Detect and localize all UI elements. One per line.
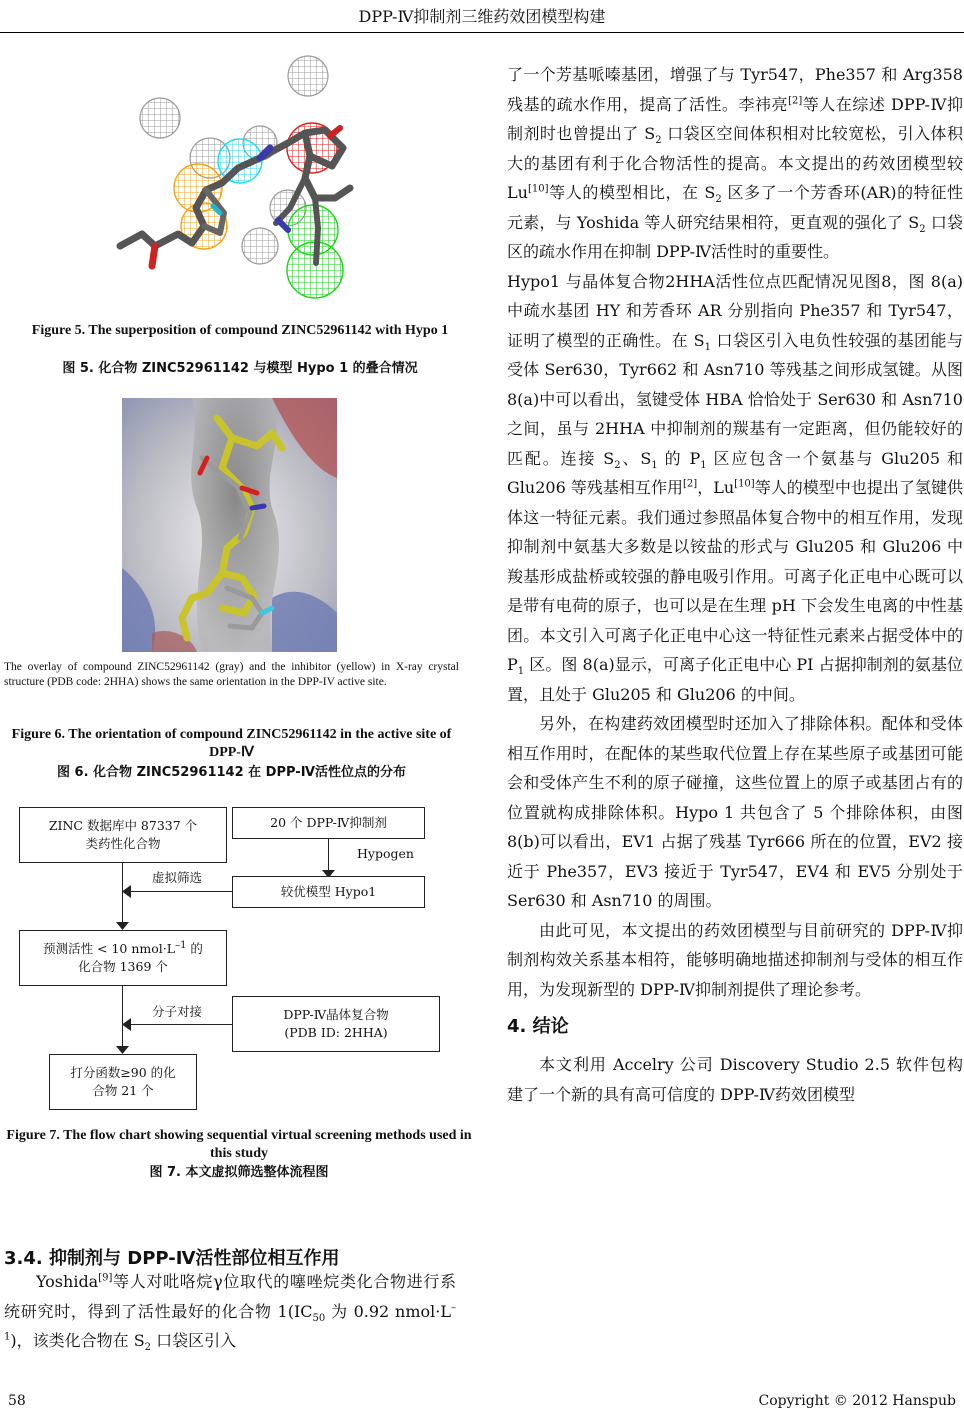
box-crystal-complex (232, 996, 440, 1052)
right-paragraph-1 (507, 60, 963, 267)
rc-p1-sub2c: 2 (919, 223, 926, 235)
rc-p1-c: 口袋区空间体积相对比较宽松，引入体积大的基团有利于化合物活性的提高。本文提出的药效团模型较 Lu (507, 124, 963, 202)
rc-p1-b: 等人在综述 DPP-Ⅳ抑制剂时也曾提出了 S (507, 94, 963, 143)
rc-p1-a: 了一个芳基哌嗪基团，增强了与 Tyr547，Phe357 和 Arg358 残基的疏水作用，提高了活性。李祎亮 (507, 65, 963, 114)
rc-p1-sub2a: 2 (655, 135, 662, 147)
arrow-line-docking (130, 1024, 232, 1025)
label-docking: 分子对接 (152, 1004, 203, 1019)
page-number: 58 (8, 1393, 26, 1409)
figure5-image (100, 48, 370, 310)
running-header: DPP-Ⅳ抑制剂三维药效团模型构建 (358, 7, 606, 26)
rc-p2-e: 区应包含一个氨基与 Glu205 和 Glu206 等残基相互作用 (507, 448, 963, 497)
section-3-4-paragraph (4, 1267, 456, 1356)
arrow-head-main-1 (116, 922, 129, 930)
rc-p2-ref2: [2] (683, 478, 698, 490)
rc-p2-a: Hypo1 与晶体复合物2HHA活性位点匹配情况见图8，图 8(a)中疏水基团 HY 和芳香环 AR 分别指向 Phe357 和 Tyr547，证明了模型的正确性。在 S (507, 271, 963, 350)
arrow-line-virtual-screen (130, 891, 232, 892)
right-paragraph-4: 由此可见，本文提出的药效团模型与目前研究的 DPP-Ⅳ抑制剂构效关系基本相符，能够明确地描述抑制剂与受体的相互作用，为发现新型的 DPP-Ⅳ抑制剂提供了理论参考。 (507, 920, 963, 999)
rc-p1-d: 等人的模型相比，在 S (548, 183, 716, 202)
right-paragraph-2 (507, 267, 963, 710)
arrow-line-main-1 (122, 863, 123, 925)
rc-p2-d: 的 P (657, 448, 701, 468)
rc-p1-e: 区多了一个芳香环(AR)的特征性元素，与 Yoshida 等人研究结果相符，更直观的强化了 S (507, 183, 963, 232)
figure7-caption-zh: 图 7. 本文虚拟筛选整体流程图 (149, 1165, 329, 1180)
footer-copyright: Copyright © 2012 Hanspub (758, 1393, 956, 1409)
box-zinc-database (19, 807, 227, 863)
arrow-head-virtual-screen (122, 885, 131, 898)
box-score-function (49, 1054, 197, 1110)
rc-p1-sub2b: 2 (715, 194, 722, 206)
s34-p1-e: 口袋区引入 (151, 1331, 237, 1350)
rc-p2-sub1b: 1 (651, 459, 658, 471)
rc-p1-f: 口袋区的疏水作用在抑制 DPP-Ⅳ活性时的重要性。 (507, 212, 963, 261)
rc-p2-g: 等人的模型中也提出了氢键供体这一特征元素。我们通过参照晶体复合物中的相互作用，发现抑制剂中氨基大多数是以铵盐的形式与 Glu205 和 Glu206 中羧基形成盐桥或较强的静电吸引作用。可离子化正电中心既可以是带有电荷的原子，也可以是在生理 pH 下会发生电离的中性基团。本文引入可离子化正电中心这一特征性元素来占据受体中的 P (507, 478, 963, 674)
figure6-caption-zh: 图 6. 化合物 ZINC52961142 在 DPP-Ⅳ活性位点的分布 (57, 765, 406, 780)
box-predicted-line2: 化合物 1369 个 (78, 959, 168, 974)
right-paragraph-3: 另外，在构建药效团模型时还加入了排除体积。配体和受体相互作用时，在配体的某些取代位置上存在某些原子或基团可能会和受体产生不利的原子碰撞，这些位置上的原子或基团占有的位置就构成排除体积。Hypo 1 共包含了 5 个排除体积，由图 8(b)可以看出，EV1 占据了残基 Tyr666 所在的位置，EV2 接近于 Phe357，EV3 接近于 Tyr547，EV4 和 EV5 分别处于 Ser630 和 Asn710 的周围。 (507, 714, 963, 910)
header-rule (0, 32, 964, 33)
box-predicted-line1-wrap (43, 940, 203, 958)
s34-p1-ref: [9] (98, 1272, 113, 1284)
rc-p2-h: 区。图 8(a)显示，可离子化正电中心 PI 占据抑制剂的氨基位置，且处于 Glu205 和 Glu206 的中间。 (507, 655, 963, 704)
box-predicted-line1: 预测活性 < 10 nmol·L (43, 941, 176, 956)
figure5-caption-zh: 图 5. 化合物 ZINC52961142 与模型 Hypo 1 的叠合情况 (62, 361, 418, 376)
box-score-line1: 打分函数≥90 的化 (70, 1065, 176, 1080)
box-predicted-activity (19, 930, 227, 986)
section-4-heading: 4. 结论 (507, 1016, 569, 1037)
box-hypo1: 较优模型 Hypo1 (232, 876, 425, 908)
arrow-head-main-2 (116, 1046, 129, 1054)
s34-p1-sub50: 50 (312, 1312, 326, 1324)
section-3-4-heading: 3.4. 抑制剂与 DPP-Ⅳ活性部位相互作用 (4, 1248, 340, 1269)
rc-p2-ref10: [10] (734, 478, 755, 490)
box-predicted-sup: –1 (175, 939, 187, 951)
s34-p1-c: 为 0.92 nmol·L (325, 1301, 451, 1321)
label-hypogen: Hypogen (357, 846, 414, 861)
rc-p2-f: ，Lu (697, 478, 735, 497)
figure5-caption-en: Figure 5. The superposition of compound ZINC52961142 with Hypo 1 (31, 323, 449, 338)
rc-p2-sub2: 2 (614, 459, 621, 471)
s34-p1-b: 等人对吡咯烷γ位取代的噻唑烷类化合物进行系统研究时，得到了活性最好的化合物 1(IC (4, 1272, 456, 1321)
rc-p2-sub1a: 1 (704, 341, 711, 353)
rc-p2-sub1d: 1 (517, 666, 525, 678)
box-zinc-line1: ZINC 数据库中 87337 个 (48, 818, 198, 833)
s34-p1-supm1: –1 (4, 1302, 456, 1343)
figure6-caption-en: Figure 6. The orientation of compound ZINC52961142 in the active site of DPP-Ⅳ (11, 727, 452, 760)
arrow-line-main-2 (122, 986, 123, 1049)
label-virtual-screen: 虚拟筛选 (152, 870, 203, 885)
figure6-note: The overlay of compound ZINC52961142 (gray) and the inhibitor (yellow) in X-ray crystal structure (PDB code: 2HHA) shows the same orientation in the DPP-IV active site. (4, 661, 459, 688)
right-paragraph-5: 本文利用 Accelry 公司 Discovery Studio 2.5 软件包构建了一个新的具有高可信度的 DPP-Ⅳ药效团模型 (507, 1055, 963, 1104)
box-inhibitors: 20 个 DPP-Ⅳ抑制剂 (232, 807, 425, 839)
rc-p2-sub1c: 1 (700, 459, 707, 471)
figure7-caption-en: Figure 7. The flow chart showing sequential virtual screening methods used in this study (6, 1128, 472, 1161)
figure6-image (122, 398, 337, 652)
s34-p1-a: Yoshida (36, 1272, 99, 1291)
box-score-line2: 合物 21 个 (92, 1083, 154, 1098)
s34-p1-sub2: 2 (144, 1342, 152, 1354)
figure7-flowchart (0, 800, 480, 1120)
s34-p1-d: )，该类化合物在 S (10, 1331, 145, 1350)
box-predicted-tail: 的 (186, 941, 203, 956)
rc-p1-ref10: [10] (527, 183, 549, 195)
rc-p1-ref2: [2] (788, 95, 803, 107)
box-crystal-line1: DPP-Ⅳ晶体复合物 (283, 1007, 389, 1022)
box-zinc-line2: 类药性化合物 (85, 836, 161, 851)
arrow-head-docking (122, 1018, 131, 1031)
rc-p2-b: 口袋区引入电负性较强的基团能与受体 Ser630，Tyr662 和 Asn710 等残基之间形成氢键。从图 8(a)中可以看出，氢键受体 HBA 恰恰处于 Ser630 和 Asn710 之间，虽与 2HHA 中抑制剂的羰基有一定距离，但仍能较好的匹配。连接 S (507, 330, 963, 468)
rc-p2-c: 、S (620, 448, 652, 468)
arrow-line-hypogen (328, 839, 329, 873)
box-crystal-line2: (PDB ID: 2HHA) (284, 1025, 388, 1040)
right-column (507, 60, 963, 1109)
